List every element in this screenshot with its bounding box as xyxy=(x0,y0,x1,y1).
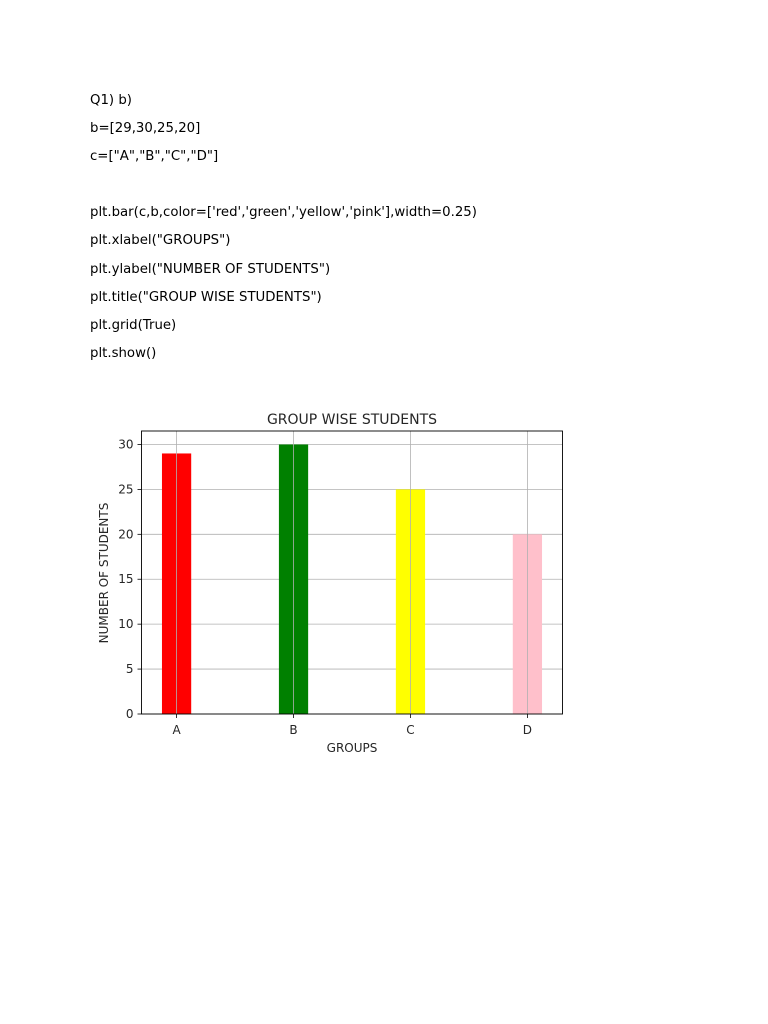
x-tick-label: D xyxy=(522,723,533,737)
code-line-xlabel: plt.xlabel("GROUPS") xyxy=(90,233,231,248)
y-tick-label: 10 xyxy=(118,617,134,632)
chart-title: GROUP WISE STUDENTS xyxy=(266,412,438,428)
y-axis-ticks xyxy=(118,437,141,721)
code-line-title: plt.title("GROUP WISE STUDENTS") xyxy=(90,290,322,305)
x-axis-label: GROUPS xyxy=(326,741,378,755)
x-tick-label: A xyxy=(172,723,181,737)
code-line-show: plt.show() xyxy=(90,346,157,361)
grid-lines xyxy=(142,444,563,714)
vertical-grid-lines xyxy=(177,431,528,714)
axes-frame xyxy=(142,431,563,714)
y-tick-label: 15 xyxy=(118,572,134,587)
x-tick-label: B xyxy=(289,723,298,737)
y-tick-label: 25 xyxy=(118,482,134,497)
y-tick-label: 30 xyxy=(118,437,134,452)
x-axis-ticks xyxy=(172,714,532,737)
y-tick-label: 0 xyxy=(125,707,134,721)
y-tick-label: 5 xyxy=(125,662,134,677)
code-line-ylabel: plt.ylabel("NUMBER OF STUDENTS") xyxy=(90,262,331,277)
code-line-bar: plt.bar(c,b,color=['red','green','yellow','pink'],width=0.25) xyxy=(90,205,477,220)
y-axis-label: NUMBER OF STUDENTS xyxy=(97,502,111,644)
code-line-b: b=[29,30,25,20] xyxy=(90,121,201,136)
question-label: Q1) b) xyxy=(90,93,132,108)
code-line-c: c=["A","B","C","D"] xyxy=(90,149,219,164)
code-line-grid: plt.grid(True) xyxy=(90,318,177,333)
x-tick-label: C xyxy=(406,723,415,737)
y-tick-label: 20 xyxy=(118,527,134,542)
